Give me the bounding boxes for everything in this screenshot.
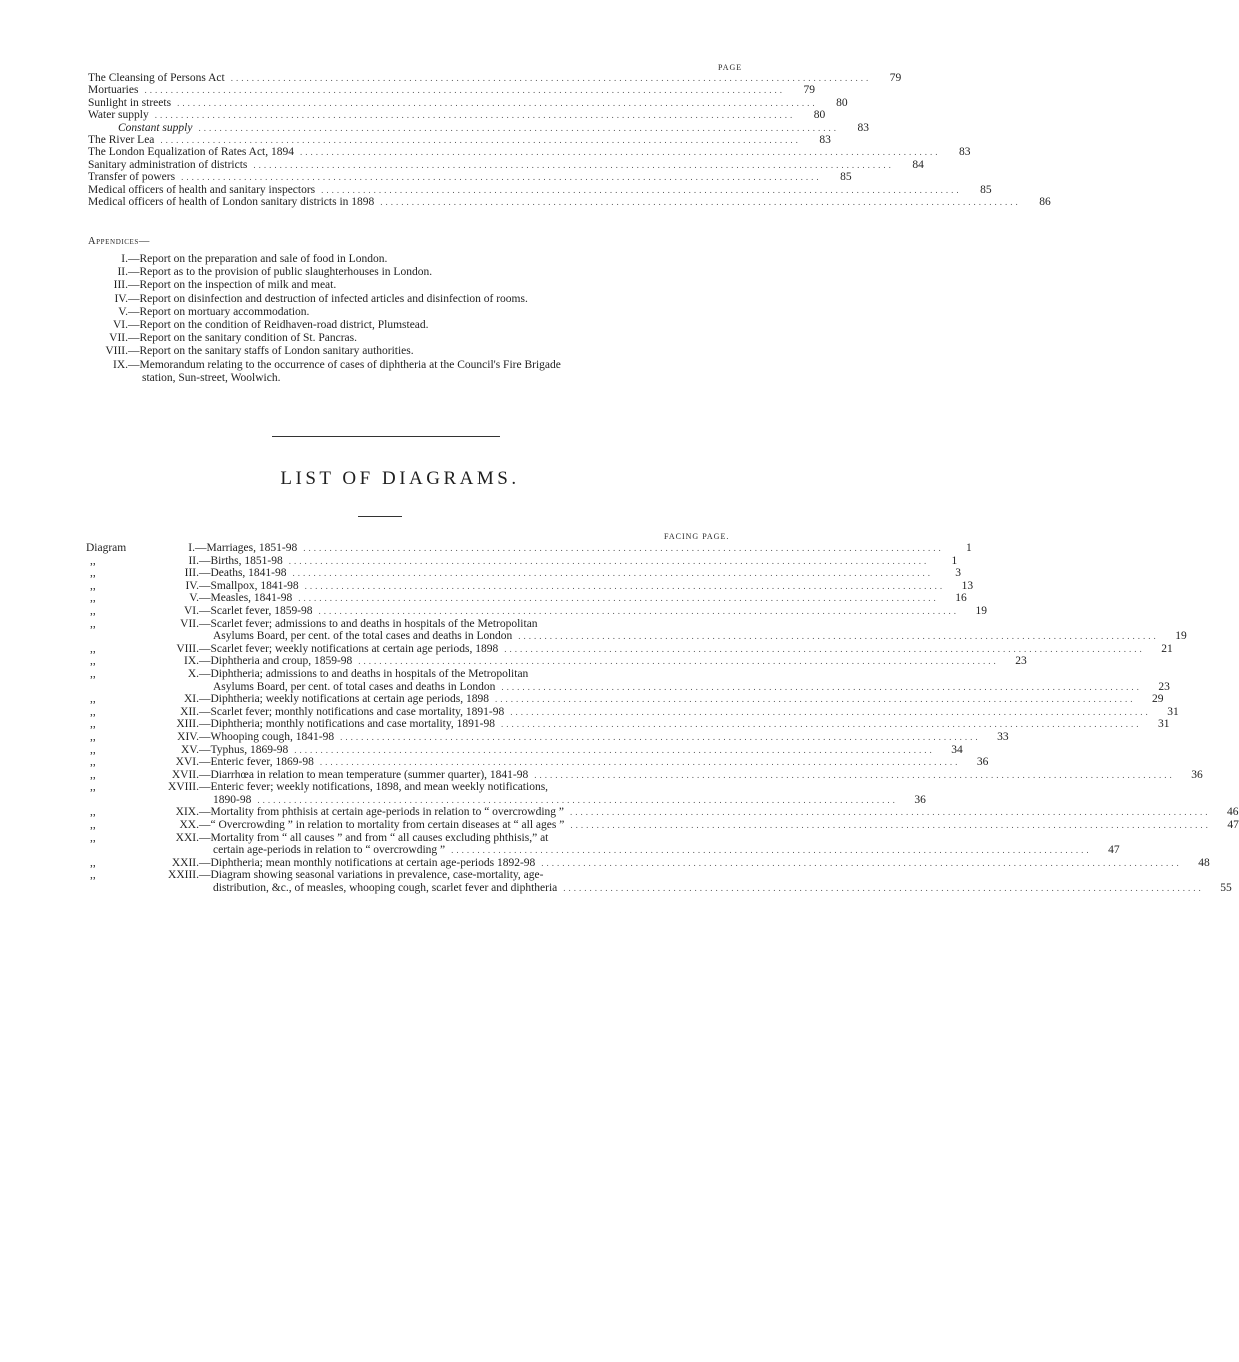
diagram-description (199, 605, 987, 618)
diagram-page: 23 (1015, 655, 1027, 668)
diagram-line (199, 731, 1009, 744)
toc-page-heading: PAGE (718, 63, 743, 72)
diagram-page: 13 (961, 579, 974, 592)
diagram-line (195, 542, 972, 555)
diagram-description (199, 555, 957, 568)
appendix-text: —Report on the sanitary staffs of London sanitary authorities. (128, 345, 414, 358)
diagram-text-continued: 1890-98 (213, 793, 252, 806)
leader-dots: .......................................................................................................................... (294, 744, 935, 755)
toc-entry-label: Medical officers of health and sanitary inspectors (88, 183, 316, 196)
ditto-mark: ,, (90, 856, 96, 869)
diagram-line (199, 806, 1239, 819)
appendix-number: VII. (109, 332, 128, 345)
leader-dots: .......................................................................................................................... (340, 731, 981, 742)
diagram-line (199, 605, 987, 618)
toc-entry (88, 109, 826, 122)
diagram-text: —Measles, 1841-98 (199, 592, 293, 605)
diagram-line (199, 857, 1210, 870)
diagram-page: 1 (965, 542, 972, 554)
appendix-text: —Report on disinfection and destruction of infected articles and disinfection of rooms. (128, 292, 528, 305)
appendix-number: IX. (112, 358, 128, 371)
diagram-number: VII. (180, 617, 199, 630)
diagram-page: 48 (1198, 856, 1210, 869)
diagram-entry (86, 655, 1027, 668)
leader-dots: .......................................................................................................................... (160, 134, 801, 145)
diagram-text: —Marriages, 1851-98 (195, 542, 298, 554)
diagram-number: V. (189, 592, 199, 605)
diagram-page: 1 (951, 554, 958, 567)
leader-dots: .......................................................................................................................... (298, 593, 939, 604)
diagram-entry (86, 781, 926, 806)
ditto-mark: ,, (90, 730, 96, 743)
appendix-text: —Report on the sanitary condition of St. Pancras. (128, 332, 358, 345)
toc-entry-label: The London Equalization of Rates Act, 1894 (88, 146, 294, 159)
diagram-text: —Diphtheria and croup, 1859-98 (199, 655, 353, 668)
toc-entry (88, 146, 971, 159)
leader-dots: .......................................................................................................................... (181, 172, 822, 183)
diagram-number: XII. (180, 705, 199, 718)
diagram-description (199, 832, 1120, 857)
diagram-page: 36 (976, 756, 989, 769)
contents-list (88, 72, 1051, 208)
diagram-text: —Diphtheria; weekly notifications at certain age periods, 1898 (199, 693, 489, 706)
diagram-number: XIII. (176, 718, 199, 731)
diagram-line (199, 781, 926, 794)
diagram-description (199, 693, 1163, 706)
diagram-entry (86, 617, 1187, 643)
diagram-text: —Diphtheria; mean monthly notifications at certain age-periods 1892-98 (199, 856, 536, 869)
diagram-page: 19 (975, 604, 988, 617)
ditto-mark: ,, (90, 592, 96, 605)
section-divider (272, 436, 500, 437)
toc-entry-page: 83 (857, 121, 869, 134)
diagram-description (199, 781, 926, 806)
toc-entry-label: Sunlight in streets (88, 96, 172, 109)
diagram-page: 31 (1167, 705, 1179, 718)
diagram-entry (86, 567, 962, 580)
diagram-entry (86, 604, 988, 618)
diagram-description (199, 567, 961, 580)
diagram-line-continued (199, 882, 1232, 895)
appendix-item (88, 279, 748, 292)
diagram-description (199, 580, 973, 593)
leader-dots: .......................................................................................................................... (257, 794, 898, 805)
diagram-entry (86, 718, 1170, 731)
diagram-number: XX. (179, 819, 199, 832)
ditto-mark: ,, (90, 693, 96, 706)
diagram-description (199, 643, 1173, 656)
leader-dots: .......................................................................................................................... (501, 681, 1142, 692)
leader-dots: .......................................................................................................................... (358, 656, 999, 667)
diagram-description (199, 706, 1179, 719)
toc-entry (88, 183, 992, 196)
toc-entry-label: Mortuaries (88, 84, 139, 97)
diagram-text: —“ Overcrowding ” in relation to mortality from certain diseases at “ all ages ” (199, 819, 565, 832)
toc-entry-label: The River Lea (88, 133, 155, 146)
appendix-text: —Report on mortuary accommodation. (128, 305, 310, 318)
diagram-page: 33 (997, 730, 1009, 743)
diagram-page: 16 (955, 592, 967, 605)
diagram-line (199, 769, 1203, 782)
diagram-line (199, 832, 1120, 845)
diagram-line-continued (199, 630, 1187, 643)
appendix-text: —Report as to the provision of public slaughterhouses in London. (128, 266, 433, 279)
leader-dots: .......................................................................................................................... (319, 757, 961, 768)
diagram-description (199, 857, 1210, 870)
ditto-mark: ,, (90, 806, 96, 819)
diagram-description (199, 819, 1239, 832)
diagram-description (199, 731, 1009, 744)
title-underline (358, 516, 402, 517)
diagram-number: XI. (183, 693, 199, 706)
diagram-number: XXIII. (168, 869, 199, 882)
diagram-description (199, 668, 1170, 693)
diagram-page: 34 (951, 743, 963, 756)
diagram-text: —Typhus, 1869-98 (199, 743, 289, 756)
diagram-entry (86, 705, 1179, 719)
toc-entry-label: Sanitary administration of districts (88, 158, 248, 171)
leader-dots: .......................................................................................................................... (541, 857, 1182, 868)
toc-entry-label: Water supply (88, 109, 149, 122)
diagram-number: XVII. (171, 768, 199, 781)
leader-dots: .......................................................................................................................... (500, 719, 1142, 730)
ditto-mark: ,, (90, 768, 96, 781)
toc-entry-page: 85 (840, 171, 852, 184)
appendix-item (88, 293, 748, 306)
diagram-number: IV. (185, 579, 199, 592)
diagram-number: III. (184, 567, 199, 580)
diagram-line (199, 819, 1239, 832)
toc-entry-page: 83 (959, 146, 971, 159)
ditto-mark: ,, (90, 869, 96, 882)
diagram-number: XVIII. (168, 781, 199, 794)
diagram-number: VIII. (176, 642, 199, 655)
diagram-line (199, 643, 1173, 656)
leader-dots: .......................................................................................................................... (380, 196, 1021, 207)
diagram-entry (86, 730, 1009, 744)
diagram-text: —Diphtheria; admissions to and deaths in hospitals of the Metropolitan (199, 667, 529, 680)
leader-dots: .......................................................................................................................... (300, 147, 941, 158)
diagram-text: —Enteric fever, 1869-98 (199, 756, 314, 769)
diagram-page: 21 (1161, 642, 1173, 655)
diagram-entry (86, 667, 1170, 693)
ditto-mark: ,, (90, 579, 96, 592)
diagram-line (199, 655, 1027, 668)
diagram-text: —Mortality from phthisis at certain age-periods in relation to “ overcrowding ” (199, 806, 565, 819)
leader-dots: .......................................................................................................................... (570, 807, 1211, 818)
diagram-entry (86, 831, 1120, 857)
leader-dots: .......................................................................................................................... (230, 73, 872, 83)
diagram-description (199, 806, 1239, 819)
leader-dots: .......................................................................................................................... (154, 110, 796, 121)
appendix-number: IV. (114, 292, 128, 305)
leader-dots: .......................................................................................................................... (144, 85, 785, 96)
toc-entry-page: 83 (819, 133, 831, 146)
toc-entry (88, 121, 869, 134)
diagram-text-continued: certain age-periods in relation to “ overcrowding ” (213, 844, 446, 857)
diagram-line (199, 618, 1187, 631)
diagram-entry (86, 819, 1239, 832)
diagram-text: —Scarlet fever, 1859-98 (199, 604, 313, 617)
toc-entry-page: 80 (836, 96, 848, 109)
diagram-number: XV. (180, 743, 199, 756)
diagram-text: —Diagram showing seasonal variations in prevalence, case-mortality, age- (199, 869, 544, 882)
diagram-entry (86, 592, 967, 605)
diagram-number: XIV. (177, 730, 199, 743)
diagram-line (199, 668, 1170, 681)
leader-dots: .......................................................................................................................... (504, 643, 1145, 654)
toc-entry-page: 79 (889, 72, 902, 84)
diagram-page: 19 (1175, 630, 1187, 643)
ditto-mark: ,, (90, 554, 96, 567)
diagram-text: —Diarrhœa in relation to mean temperature (summer quarter), 1841-98 (199, 768, 529, 781)
leader-dots: .......................................................................................................................... (563, 883, 1204, 894)
diagram-line (199, 756, 988, 769)
page-title: LIST OF DIAGRAMS. (280, 468, 520, 489)
appendix-text: —Report on the preparation and sale of food in London. (128, 253, 388, 265)
diagram-description (199, 655, 1027, 668)
appendix-number: VIII. (105, 345, 128, 358)
diagram-line (199, 706, 1179, 719)
diagram-description (199, 718, 1169, 731)
leader-dots: .......................................................................................................................... (321, 184, 962, 195)
diagram-entry (86, 554, 958, 568)
diagram-number: I. (188, 542, 195, 554)
leader-dots: .......................................................................................................................... (303, 543, 944, 553)
diagram-line (199, 744, 963, 757)
ditto-mark: ,, (90, 781, 96, 794)
toc-entry-label: Medical officers of health of London sanitary districts in 1898 (88, 195, 375, 208)
diagram-description (199, 592, 967, 605)
toc-entry (88, 72, 902, 84)
diagram-number: IX. (183, 655, 199, 668)
diagram-line (199, 592, 967, 605)
diagram-text: —Scarlet fever; weekly notifications at certain age periods, 1898 (199, 642, 499, 655)
appendix-item (88, 266, 748, 279)
toc-entry-page: 80 (813, 109, 826, 122)
diagram-entry (86, 542, 972, 555)
diagram-page: 46 (1227, 806, 1239, 819)
toc-entry-page: 85 (980, 183, 992, 196)
diagram-page: 47 (1108, 844, 1120, 857)
leader-dots: .......................................................................................................................... (570, 820, 1211, 831)
leader-dots: .......................................................................................................................... (292, 568, 934, 579)
leader-dots: .......................................................................................................................... (198, 122, 839, 133)
toc-entry (88, 158, 924, 171)
diagram-number: X. (187, 667, 199, 680)
diagram-line (199, 567, 961, 580)
appendix-item (88, 253, 748, 266)
ditto-mark: ,, (90, 604, 96, 617)
diagram-entry (86, 768, 1203, 782)
diagram-text: —Mortality from “ all causes ” and from “ all causes excluding phthisis,” at (199, 831, 549, 844)
appendix-number: III. (113, 279, 128, 292)
leader-dots: .......................................................................................................................... (534, 769, 1175, 780)
leader-dots: .......................................................................................................................... (304, 580, 946, 591)
diagram-text: —Scarlet fever; monthly notifications and case mortality, 1891-98 (199, 705, 505, 718)
appendix-text: —Memorandum relating to the occurrence of cases of diphtheria at the Council's Fire Brigade (128, 358, 561, 371)
diagram-page: 23 (1158, 680, 1170, 693)
diagram-number: XIX. (175, 806, 199, 819)
appendices-heading: Appendices— (88, 236, 151, 247)
diagram-entry (86, 693, 1164, 706)
diagram-description (199, 869, 1232, 894)
diagram-entry (86, 579, 974, 593)
leader-dots: .......................................................................................................................... (494, 694, 1136, 705)
appendix-text: —Report on the condition of Reidhaven-road district, Plumstead. (128, 319, 429, 332)
diagram-number: XVI. (175, 756, 199, 769)
diagram-description (199, 756, 988, 769)
diagram-page: 36 (914, 793, 926, 806)
diagram-entry (86, 856, 1210, 870)
diagram-page: 36 (1191, 768, 1203, 781)
appendix-item (88, 359, 748, 385)
diagram-line-continued (199, 794, 926, 807)
toc-entry-label: The Cleansing of Persons Act (88, 72, 225, 84)
leader-dots: .......................................................................................................................... (288, 555, 930, 566)
toc-entry-page: 79 (803, 84, 815, 97)
appendix-number: II. (117, 266, 128, 279)
toc-entry (88, 171, 852, 184)
facing-page-heading: FACING PAGE. (664, 532, 730, 541)
diagram-number: VI. (183, 604, 199, 617)
appendix-item (88, 306, 748, 319)
diagram-line (199, 555, 957, 568)
ditto-mark: ,, (90, 642, 96, 655)
diagram-entry (86, 806, 1239, 819)
toc-entry (88, 96, 848, 109)
leader-dots: .......................................................................................................................... (510, 706, 1151, 717)
appendix-number: VI. (112, 319, 128, 332)
diagram-line-continued (199, 681, 1170, 694)
diagram-number: II. (188, 554, 199, 567)
appendix-item (88, 345, 748, 358)
diagram-text: —Deaths, 1841-98 (199, 567, 287, 580)
diagram-entry (86, 756, 989, 769)
diagram-text: —Smallpox, 1841-98 (199, 579, 299, 592)
diagram-page: 3 (955, 567, 962, 580)
diagram-prefix: Diagram (86, 542, 127, 554)
diagram-page: 29 (1151, 693, 1164, 706)
diagram-entry (86, 869, 1232, 895)
diagram-description (199, 618, 1187, 643)
diagram-line (199, 580, 973, 593)
leader-dots: .......................................................................................................................... (518, 631, 1159, 642)
diagram-text-continued: distribution, &c., of measles, whooping cough, scarlet fever and diphtheria (213, 882, 558, 895)
diagram-entry (86, 743, 963, 757)
diagram-text-continued: Asylums Board, per cent. of the total cases and deaths in London (213, 630, 513, 643)
ditto-mark: ,, (90, 718, 96, 731)
appendix-item (88, 319, 748, 332)
diagram-entry (86, 642, 1173, 656)
ditto-mark: ,, (90, 655, 96, 668)
ditto-mark: ,, (90, 617, 96, 630)
diagram-text: —Whooping cough, 1841-98 (199, 730, 335, 743)
diagram-text: —Births, 1851-98 (199, 554, 283, 567)
diagram-text-continued: Asylums Board, per cent. of total cases and deaths in London (213, 680, 496, 693)
diagram-text: —Enteric fever; weekly notifications, 1898, and mean weekly notifications, (199, 781, 549, 794)
diagram-description (195, 542, 972, 555)
ditto-mark: ,, (90, 667, 96, 680)
appendix-text-block (128, 359, 748, 385)
ditto-mark: ,, (90, 705, 96, 718)
diagram-line-continued (199, 844, 1120, 857)
diagram-list (86, 542, 1239, 895)
diagram-page: 55 (1220, 882, 1232, 895)
diagram-text: —Scarlet fever; admissions to and deaths in hospitals of the Metropolitan (199, 617, 538, 630)
diagram-number: XXI. (175, 831, 199, 844)
toc-entry-label: Transfer of powers (88, 171, 176, 184)
leader-dots: .......................................................................................................................... (177, 97, 818, 108)
leader-dots: .......................................................................................................................... (253, 159, 894, 170)
toc-entry (88, 195, 1051, 208)
leader-dots: .......................................................................................................................... (451, 845, 1092, 856)
appendix-item (88, 332, 748, 345)
ditto-mark: ,, (90, 819, 96, 832)
diagram-text: —Diphtheria; monthly notifications and case mortality, 1891-98 (199, 718, 495, 731)
diagram-line (199, 869, 1232, 882)
diagram-page: 47 (1227, 819, 1239, 832)
ditto-mark: ,, (90, 743, 96, 756)
toc-entry (88, 84, 815, 97)
toc-entry (88, 133, 831, 146)
ditto-mark: ,, (90, 831, 96, 844)
diagram-line (199, 693, 1163, 706)
appendix-number: I. (121, 253, 128, 265)
appendices-list (88, 253, 748, 385)
diagram-description (199, 769, 1203, 782)
diagram-page: 31 (1157, 718, 1170, 731)
appendix-number: V. (118, 305, 128, 318)
leader-dots: .......................................................................................................................... (318, 605, 960, 616)
diagram-description (199, 744, 963, 757)
appendix-text-continued: station, Sun-street, Woolwich. (142, 371, 281, 384)
diagram-number: XXII. (171, 856, 199, 869)
appendix-text: —Report on the inspection of milk and meat. (128, 279, 337, 292)
toc-entry-label: Constant supply (118, 121, 193, 134)
diagram-line (199, 718, 1169, 731)
toc-entry-page: 84 (912, 158, 924, 171)
ditto-mark: ,, (90, 756, 96, 769)
toc-entry-page: 86 (1039, 195, 1051, 208)
ditto-mark: ,, (90, 567, 96, 580)
